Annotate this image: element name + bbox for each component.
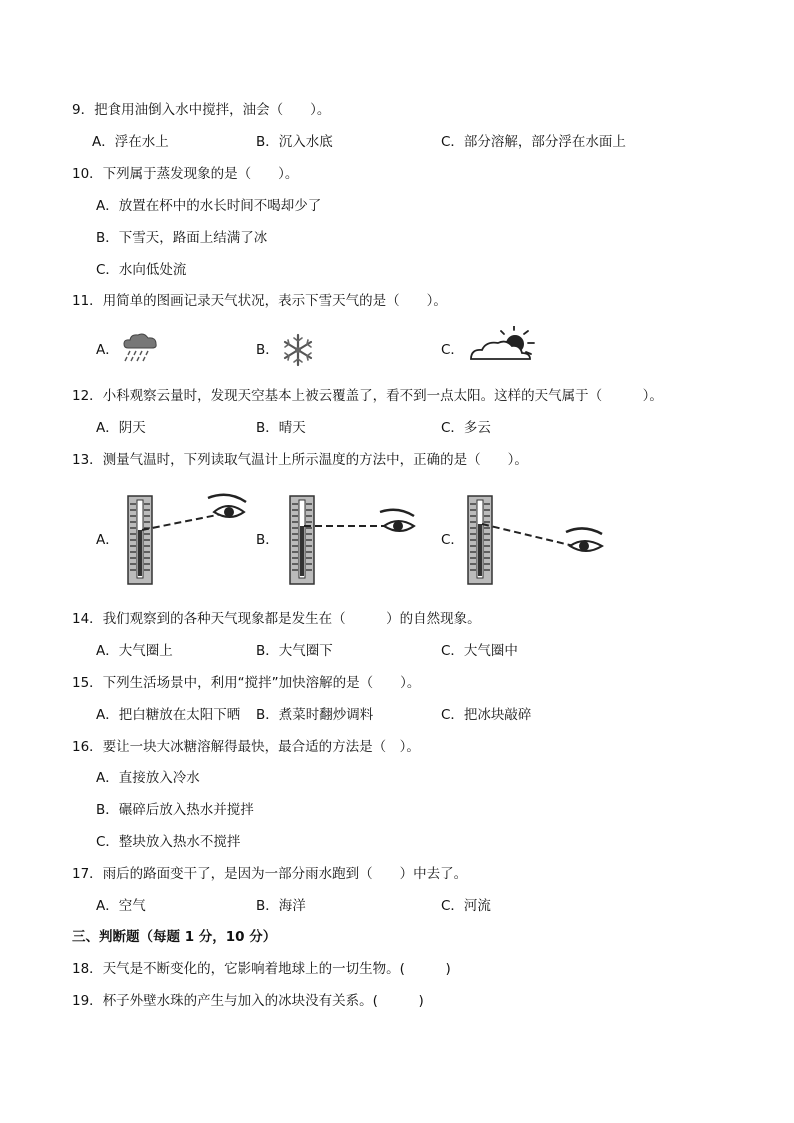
- question-text: 用简单的图画记录天气状况，表示下雪天气的是（ ）。: [102, 293, 447, 309]
- question-18: [72, 959, 451, 979]
- option-a[interactable]: A．空气: [96, 898, 146, 914]
- option-b[interactable]: B．沉入水底: [256, 134, 333, 150]
- question-text: 测量气温时，下列读取气温计上所示温度的方法中，正确的是（ ）。: [102, 452, 528, 468]
- option-a[interactable]: A．把白糖放在太阳下晒: [96, 707, 241, 723]
- option-b[interactable]: B．晴天: [256, 420, 306, 436]
- option-a[interactable]: A．阴天: [96, 420, 146, 436]
- question-number: 13．: [72, 452, 103, 468]
- option-c[interactable]: C．大气圈中: [441, 643, 518, 659]
- option-a[interactable]: A．浮在水上: [92, 134, 169, 150]
- question-12: [72, 386, 663, 406]
- thermometer-eye-level-icon: [284, 490, 434, 590]
- sun-behind-cloud-icon: [468, 326, 542, 366]
- question-19: [72, 991, 424, 1011]
- question-text: 我们观察到的各种天气现象都是发生在（ ）的自然现象。: [102, 611, 481, 627]
- question-text: 下列生活场景中，利用“搅拌”加快溶解的是（ ）。: [102, 675, 421, 691]
- question-text[interactable]: 天气是不断变化的，它影响着地球上的一切生物。( ): [102, 961, 451, 977]
- question-number: 11．: [72, 293, 103, 309]
- question-number: 14．: [72, 611, 103, 627]
- question-11: [72, 291, 447, 311]
- option-c[interactable]: C．整块放入热水不搅拌: [96, 834, 241, 850]
- option-a[interactable]: A．大气圈上: [96, 643, 173, 659]
- option-b[interactable]: B．下雪天，路面上结满了冰: [96, 230, 268, 246]
- option-a[interactable]: A．: [96, 532, 119, 548]
- question-number: 10．: [72, 166, 103, 182]
- snowflake-icon: [280, 332, 316, 368]
- question-text[interactable]: 杯子外壁水珠的产生与加入的冰块没有关系。( ): [102, 993, 424, 1009]
- question-text: 雨后的路面变干了，是因为一部分雨水跑到（ ）中去了。: [102, 866, 468, 882]
- question-17: [72, 864, 467, 884]
- option-c[interactable]: C．部分溶解，部分浮在水面上: [441, 134, 626, 150]
- section-title: 三、判断题（每题 1 分，10 分）: [72, 929, 277, 945]
- rain-cloud-icon: [120, 330, 162, 366]
- option-c[interactable]: C．水向低处流: [96, 262, 187, 278]
- thermometer-eye-above-icon: [122, 490, 272, 590]
- option-c[interactable]: C．: [441, 342, 464, 358]
- option-b[interactable]: B．: [256, 342, 279, 358]
- option-b[interactable]: B．碾碎后放入热水并搅拌: [96, 802, 254, 818]
- question-text: 要让一块大冰糖溶解得最快，最合适的方法是（ ）。: [102, 739, 420, 755]
- option-c[interactable]: C．把冰块敲碎: [441, 707, 532, 723]
- option-a[interactable]: A．直接放入冷水: [96, 770, 200, 786]
- option-b[interactable]: B．煮菜时翻炒调料: [256, 707, 374, 723]
- option-c[interactable]: C．多云: [441, 420, 491, 436]
- question-13: [72, 450, 528, 470]
- question-number: 12．: [72, 388, 103, 404]
- question-number: 17．: [72, 866, 103, 882]
- option-c[interactable]: C．: [441, 532, 464, 548]
- question-10: [72, 164, 298, 184]
- option-b[interactable]: B．: [256, 532, 279, 548]
- question-number: 18．: [72, 961, 103, 977]
- question-text: 小科观察云量时，发现天空基本上被云覆盖了，看不到一点太阳。这样的天气属于（ ）。: [102, 388, 663, 404]
- option-a[interactable]: A．放置在杯中的水长时间不喝却少了: [96, 198, 322, 214]
- question-16: [72, 737, 420, 757]
- question-number: 19．: [72, 993, 103, 1009]
- option-b[interactable]: B．海洋: [256, 898, 306, 914]
- question-number: 15．: [72, 675, 103, 691]
- question-9: [72, 100, 330, 120]
- question-text: 下列属于蒸发现象的是（ ）。: [102, 166, 299, 182]
- question-14: [72, 609, 481, 629]
- question-15: [72, 673, 420, 693]
- option-c[interactable]: C．河流: [441, 898, 491, 914]
- thermometer-eye-below-icon: [462, 490, 612, 590]
- question-number: 9．: [72, 102, 95, 118]
- option-a[interactable]: A．: [96, 342, 119, 358]
- question-number: 16．: [72, 739, 103, 755]
- option-b[interactable]: B．大气圈下: [256, 643, 333, 659]
- question-text: 把食用油倒入水中搅拌，油会（ ）。: [94, 102, 331, 118]
